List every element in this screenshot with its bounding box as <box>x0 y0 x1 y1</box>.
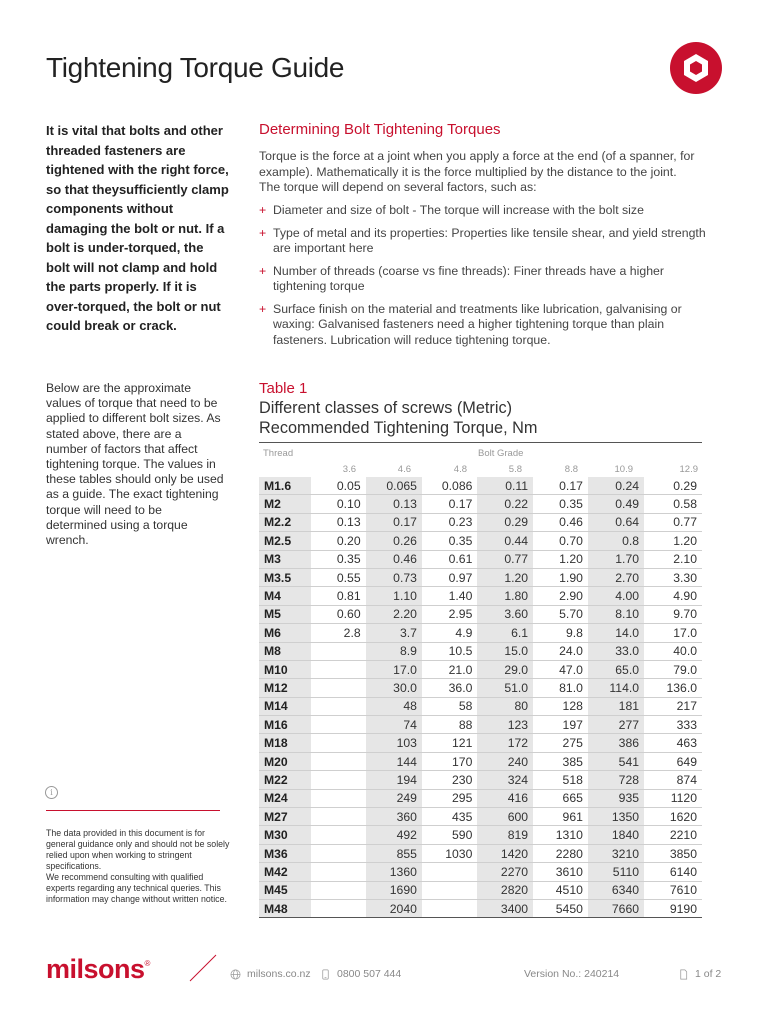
torque-value-cell: 3.7 <box>366 624 422 642</box>
list-item: + Surface finish on the material and treatments like lubrication, galvanising or waxing: Galvanised fasteners need a higher tightening torque than plain fasteners. Lubrication will reduce tightening torque. <box>259 301 682 347</box>
torque-value-cell: 2040 <box>366 899 422 917</box>
torque-value-cell: 2.20 <box>366 605 422 623</box>
torque-value-cell <box>311 642 365 660</box>
table-row <box>259 752 702 770</box>
page-number: 1 of 2 <box>678 968 721 980</box>
torque-value-cell: 1690 <box>366 881 422 899</box>
torque-table <box>259 477 702 918</box>
torque-value-cell: 51.0 <box>477 679 533 697</box>
thread-size-cell: M14 <box>259 697 311 715</box>
torque-value-cell: 1420 <box>477 844 533 862</box>
torque-value-cell: 416 <box>477 789 533 807</box>
torque-value-cell: 1.40 <box>422 587 477 605</box>
thread-size-cell: M8 <box>259 642 311 660</box>
torque-value-cell: 1.80 <box>477 587 533 605</box>
thread-size-cell: M1.6 <box>259 477 311 495</box>
torque-value-cell <box>311 844 365 862</box>
table-row <box>259 771 702 789</box>
table-row <box>259 624 702 642</box>
disclaimer-line-2: We recommend consulting with qualified experts regarding any technical queries. This information may change without written notice. <box>46 872 227 904</box>
thread-size-cell: M2 <box>259 495 311 513</box>
torque-value-cell: 0.8 <box>588 532 644 550</box>
torque-value-cell: 2.8 <box>311 624 365 642</box>
torque-value-cell: 0.24 <box>588 477 644 495</box>
slash-divider-icon <box>188 953 218 983</box>
page-icon <box>678 969 689 980</box>
torque-value-cell: 492 <box>366 826 422 844</box>
torque-value-cell: 5450 <box>533 899 588 917</box>
torque-value-cell: 30.0 <box>366 679 422 697</box>
torque-value-cell: 81.0 <box>533 679 588 697</box>
thread-size-cell: M20 <box>259 752 311 770</box>
torque-value-cell: 855 <box>366 844 422 862</box>
torque-value-cell: 649 <box>644 752 702 770</box>
list-item: + Diameter and size of bolt - The torque will increase with the bolt size <box>259 203 644 217</box>
torque-value-cell: 0.35 <box>533 495 588 513</box>
table-row <box>259 642 702 660</box>
torque-value-cell: 0.23 <box>422 513 477 531</box>
torque-value-cell <box>311 789 365 807</box>
intro-bold-text: It is vital that bolts and other threaded fasteners are tightened with the right force, so that theysufficiently clamp components without damaging the bolt or nut. If a bolt is under-torqued, the bolt will not clamp and hold the parts properly. If it is over-torqued, the bolt or nut could break or crack. <box>46 123 229 333</box>
torque-value-cell: 79.0 <box>644 660 702 678</box>
website-link[interactable]: milsons.co.nz <box>230 968 311 980</box>
torque-value-cell: 7610 <box>644 881 702 899</box>
torque-value-cell: 541 <box>588 752 644 770</box>
torque-value-cell: 136.0 <box>644 679 702 697</box>
table-row <box>259 734 702 752</box>
thread-size-cell: M24 <box>259 789 311 807</box>
table-row <box>259 477 702 495</box>
torque-value-cell <box>311 826 365 844</box>
torque-value-cell: 65.0 <box>588 660 644 678</box>
thread-size-cell: M4 <box>259 587 311 605</box>
torque-value-cell <box>311 899 365 917</box>
torque-value-cell: 0.61 <box>422 550 477 568</box>
torque-value-cell: 0.46 <box>533 513 588 531</box>
table-row <box>259 697 702 715</box>
torque-value-cell: 0.97 <box>422 568 477 586</box>
torque-value-cell: 5.70 <box>533 605 588 623</box>
intro-paragraph: Torque is the force at a joint when you apply a force at the end (of a spanner, for example). Mathematically it is the force multiplied by the distance to the joint. The torque will depend on several factors, such as: <box>259 149 695 194</box>
grade-label: 10.9 <box>614 464 633 475</box>
table-row <box>259 863 702 881</box>
torque-value-cell: 0.20 <box>311 532 365 550</box>
torque-value-cell: 2.10 <box>644 550 702 568</box>
torque-value-cell: 277 <box>588 716 644 734</box>
globe-icon <box>230 969 241 980</box>
disclaimer-line-1: The data provided in this document is for general guidance only and should not be solely relied upon when working to stringent specifications. <box>46 828 230 871</box>
torque-value-cell: 197 <box>533 716 588 734</box>
torque-value-cell: 0.35 <box>422 532 477 550</box>
torque-value-cell: 0.22 <box>477 495 533 513</box>
torque-value-cell: 2.90 <box>533 587 588 605</box>
torque-value-cell: 0.05 <box>311 477 365 495</box>
torque-value-cell: 4.90 <box>644 587 702 605</box>
torque-value-cell: 0.77 <box>477 550 533 568</box>
torque-value-cell: 21.0 <box>422 660 477 678</box>
thread-size-cell: M16 <box>259 716 311 734</box>
torque-value-cell: 1310 <box>533 826 588 844</box>
torque-value-cell: 40.0 <box>644 642 702 660</box>
torque-value-cell: 874 <box>644 771 702 789</box>
version-number: Version No.: 240214 <box>524 968 620 980</box>
torque-value-cell: 3400 <box>477 899 533 917</box>
thread-size-cell: M5 <box>259 605 311 623</box>
torque-value-cell: 0.11 <box>477 477 533 495</box>
plus-icon: + <box>259 225 267 240</box>
thread-size-cell: M3 <box>259 550 311 568</box>
grade-label: 4.6 <box>397 464 411 475</box>
table-row <box>259 568 702 586</box>
torque-value-cell <box>311 716 365 734</box>
torque-value-cell: 14.0 <box>588 624 644 642</box>
divider <box>46 810 220 811</box>
grade-label: 12.9 <box>679 464 698 475</box>
torque-value-cell: 0.13 <box>366 495 422 513</box>
phone-number[interactable]: 0800 507 444 <box>320 968 401 980</box>
torque-value-cell: 2280 <box>533 844 588 862</box>
thread-size-cell: M48 <box>259 899 311 917</box>
thread-size-cell: M10 <box>259 660 311 678</box>
torque-value-cell: 0.70 <box>533 532 588 550</box>
torque-value-cell: 58 <box>422 697 477 715</box>
table-row <box>259 605 702 623</box>
torque-value-cell: 114.0 <box>588 679 644 697</box>
torque-value-cell: 1030 <box>422 844 477 862</box>
torque-value-cell: 324 <box>477 771 533 789</box>
torque-value-cell: 128 <box>533 697 588 715</box>
torque-value-cell: 0.55 <box>311 568 365 586</box>
table-row <box>259 495 702 513</box>
page-title: Tightening Torque Guide <box>46 52 345 83</box>
torque-value-cell <box>311 881 365 899</box>
table-row <box>259 660 702 678</box>
torque-value-cell: 1840 <box>588 826 644 844</box>
bolt-grade-header: Bolt Grade <box>478 448 524 459</box>
torque-value-cell: 194 <box>366 771 422 789</box>
torque-value-cell: 0.26 <box>366 532 422 550</box>
torque-value-cell: 0.46 <box>366 550 422 568</box>
torque-value-cell <box>311 771 365 789</box>
torque-value-cell: 240 <box>477 752 533 770</box>
table-row <box>259 789 702 807</box>
torque-value-cell: 3610 <box>533 863 588 881</box>
phone-icon <box>320 969 331 980</box>
torque-value-cell <box>311 734 365 752</box>
table-row <box>259 513 702 531</box>
info-icon: i <box>45 786 58 799</box>
torque-value-cell: 665 <box>533 789 588 807</box>
table-row <box>259 844 702 862</box>
thread-size-cell: M12 <box>259 679 311 697</box>
torque-value-cell: 6340 <box>588 881 644 899</box>
torque-value-cell: 2270 <box>477 863 533 881</box>
grade-label: 8.8 <box>564 464 578 475</box>
torque-value-cell: 249 <box>366 789 422 807</box>
disclaimer <box>46 828 230 905</box>
table-row <box>259 881 702 899</box>
torque-value-cell: 6140 <box>644 863 702 881</box>
table-top-rule <box>259 442 702 443</box>
list-item: + Type of metal and its properties: Properties like tensile shear, and yield strength are important here <box>259 225 706 255</box>
torque-value-cell: 10.5 <box>422 642 477 660</box>
torque-value-cell: 2820 <box>477 881 533 899</box>
torque-value-cell: 181 <box>588 697 644 715</box>
torque-value-cell: 48 <box>366 697 422 715</box>
torque-value-cell <box>422 863 477 881</box>
torque-value-cell: 1.90 <box>533 568 588 586</box>
torque-value-cell: 435 <box>422 808 477 826</box>
torque-value-cell: 518 <box>533 771 588 789</box>
torque-value-cell: 1350 <box>588 808 644 826</box>
torque-value-cell: 47.0 <box>533 660 588 678</box>
grade-label: 4.8 <box>453 464 467 475</box>
torque-value-cell: 1.70 <box>588 550 644 568</box>
torque-value-cell: 0.44 <box>477 532 533 550</box>
torque-value-cell: 103 <box>366 734 422 752</box>
torque-value-cell: 935 <box>588 789 644 807</box>
factor-list <box>259 203 709 355</box>
torque-value-cell: 0.17 <box>422 495 477 513</box>
thread-size-cell: M27 <box>259 808 311 826</box>
torque-value-cell: 2.95 <box>422 605 477 623</box>
torque-value-cell: 144 <box>366 752 422 770</box>
torque-value-cell: 2210 <box>644 826 702 844</box>
hex-bolt-logo-icon <box>670 42 722 94</box>
torque-value-cell: 0.10 <box>311 495 365 513</box>
torque-value-cell: 463 <box>644 734 702 752</box>
torque-value-cell: 600 <box>477 808 533 826</box>
torque-value-cell: 0.60 <box>311 605 365 623</box>
list-item: + Number of threads (coarse vs fine threads): Finer threads have a higher tightening torque <box>259 263 664 293</box>
torque-value-cell: 0.17 <box>366 513 422 531</box>
torque-value-cell: 0.29 <box>644 477 702 495</box>
thread-size-cell: M22 <box>259 771 311 789</box>
grade-label: 5.8 <box>508 464 522 475</box>
torque-value-cell: 0.73 <box>366 568 422 586</box>
torque-value-cell: 385 <box>533 752 588 770</box>
torque-value-cell: 0.29 <box>477 513 533 531</box>
table-row <box>259 587 702 605</box>
torque-value-cell: 275 <box>533 734 588 752</box>
torque-value-cell: 333 <box>644 716 702 734</box>
torque-value-cell <box>311 752 365 770</box>
torque-value-cell: 17.0 <box>644 624 702 642</box>
torque-value-cell: 9.70 <box>644 605 702 623</box>
table-row <box>259 532 702 550</box>
table-row <box>259 679 702 697</box>
thread-size-cell: M18 <box>259 734 311 752</box>
table-row <box>259 550 702 568</box>
torque-value-cell: 230 <box>422 771 477 789</box>
thread-size-cell: M45 <box>259 881 311 899</box>
torque-value-cell: 3850 <box>644 844 702 862</box>
torque-value-cell: 961 <box>533 808 588 826</box>
plus-icon: + <box>259 263 267 278</box>
torque-value-cell: 9.8 <box>533 624 588 642</box>
torque-value-cell: 1.20 <box>477 568 533 586</box>
torque-value-cell: 1360 <box>366 863 422 881</box>
torque-value-cell: 0.64 <box>588 513 644 531</box>
grade-label: 3.6 <box>342 464 356 475</box>
table-row <box>259 716 702 734</box>
torque-value-cell: 170 <box>422 752 477 770</box>
torque-value-cell <box>311 863 365 881</box>
torque-value-cell: 36.0 <box>422 679 477 697</box>
intro-text: Below are the approximate values of torque that need to be applied to different bolt sizes. As stated above, there are a number of factors that affect tightening torque. The values in these tables should only be used as a guide. The exact tightening torque will need to be determined using a torque wrench. <box>46 381 224 548</box>
torque-value-cell: 1.20 <box>644 532 702 550</box>
torque-value-cell: 80 <box>477 697 533 715</box>
torque-value-cell: 8.10 <box>588 605 644 623</box>
torque-value-cell: 74 <box>366 716 422 734</box>
torque-value-cell: 3.60 <box>477 605 533 623</box>
thread-size-cell: M2.2 <box>259 513 311 531</box>
torque-value-cell: 0.13 <box>311 513 365 531</box>
torque-value-cell: 6.1 <box>477 624 533 642</box>
thread-size-cell: M6 <box>259 624 311 642</box>
thread-size-cell: M3.5 <box>259 568 311 586</box>
torque-value-cell <box>422 899 477 917</box>
torque-value-cell: 7660 <box>588 899 644 917</box>
thread-size-cell: M36 <box>259 844 311 862</box>
torque-value-cell: 0.81 <box>311 587 365 605</box>
torque-value-cell <box>311 679 365 697</box>
thread-size-cell: M2.5 <box>259 532 311 550</box>
torque-value-cell <box>311 660 365 678</box>
torque-value-cell: 8.9 <box>366 642 422 660</box>
torque-value-cell: 295 <box>422 789 477 807</box>
torque-value-cell: 24.0 <box>533 642 588 660</box>
torque-value-cell: 1620 <box>644 808 702 826</box>
plus-icon: + <box>259 203 267 217</box>
torque-value-cell: 0.086 <box>422 477 477 495</box>
torque-value-cell: 2.70 <box>588 568 644 586</box>
torque-value-cell: 819 <box>477 826 533 844</box>
torque-value-cell <box>311 808 365 826</box>
torque-value-cell: 1120 <box>644 789 702 807</box>
torque-value-cell: 0.77 <box>644 513 702 531</box>
torque-value-cell: 172 <box>477 734 533 752</box>
torque-value-cell: 33.0 <box>588 642 644 660</box>
table-row <box>259 826 702 844</box>
torque-value-cell: 1.10 <box>366 587 422 605</box>
thread-size-cell: M42 <box>259 863 311 881</box>
torque-value-cell: 360 <box>366 808 422 826</box>
torque-value-cell: 1.20 <box>533 550 588 568</box>
torque-value-cell: 590 <box>422 826 477 844</box>
torque-value-cell: 121 <box>422 734 477 752</box>
torque-value-cell: 3.30 <box>644 568 702 586</box>
torque-value-cell: 123 <box>477 716 533 734</box>
thread-size-cell: M30 <box>259 826 311 844</box>
torque-value-cell: 217 <box>644 697 702 715</box>
torque-value-cell: 728 <box>588 771 644 789</box>
torque-value-cell: 0.35 <box>311 550 365 568</box>
torque-value-cell: 0.17 <box>533 477 588 495</box>
table-label: Table 1 <box>259 380 308 397</box>
torque-value-cell <box>311 697 365 715</box>
torque-value-cell: 4.9 <box>422 624 477 642</box>
torque-value-cell: 0.065 <box>366 477 422 495</box>
torque-value-cell <box>422 881 477 899</box>
torque-value-cell: 0.58 <box>644 495 702 513</box>
table-subtitle: Different classes of screws (Metric) Recommended Tightening Torque, Nm <box>259 399 538 437</box>
brand-logo: milsons® <box>46 954 150 984</box>
torque-value-cell: 3210 <box>588 844 644 862</box>
torque-value-cell: 15.0 <box>477 642 533 660</box>
torque-value-cell: 386 <box>588 734 644 752</box>
section-title: Determining Bolt Tightening Torques <box>259 121 501 138</box>
torque-value-cell: 88 <box>422 716 477 734</box>
plus-icon: + <box>259 301 267 316</box>
torque-value-cell: 4510 <box>533 881 588 899</box>
torque-value-cell: 5110 <box>588 863 644 881</box>
torque-value-cell: 9190 <box>644 899 702 917</box>
thread-header: Thread <box>263 448 294 459</box>
torque-value-cell: 29.0 <box>477 660 533 678</box>
torque-value-cell: 17.0 <box>366 660 422 678</box>
torque-value-cell: 0.49 <box>588 495 644 513</box>
table-row <box>259 899 702 917</box>
torque-value-cell: 4.00 <box>588 587 644 605</box>
table-row <box>259 808 702 826</box>
